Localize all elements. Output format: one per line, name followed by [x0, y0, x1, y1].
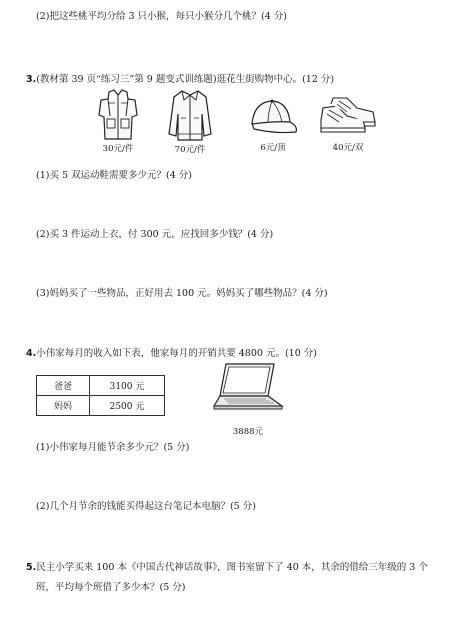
- q4-sub2: (2)几个月节余的钱能买得起这台笔记本电脑？(5 分): [36, 501, 256, 512]
- product-jacket: [164, 88, 216, 155]
- q3-heading: [26, 71, 334, 85]
- product-cap: [245, 96, 301, 153]
- product-vest: [92, 89, 144, 154]
- jacket-price: 70元/件: [174, 145, 206, 155]
- q5-line1: [26, 559, 428, 573]
- q5-number: 5.: [26, 562, 37, 573]
- table-cell-amount: 2500 元: [90, 396, 165, 416]
- q3-number: 3.: [26, 74, 37, 85]
- laptop-price: 3888元: [232, 427, 264, 437]
- product-sneakers: [316, 96, 380, 153]
- q5-line2: 班，平均每个班借了多少本？(5 分): [36, 582, 186, 593]
- q4-stem: 小伟家每月的收入如下表，他家每月的开销共要 4800 元。(10 分): [36, 348, 317, 359]
- q4-heading: [26, 345, 317, 359]
- laptop-icon: [212, 362, 284, 414]
- sneakers-icon: [317, 96, 379, 140]
- table-cell-amount: 3100 元: [90, 376, 165, 396]
- q3-sub3: (3)妈妈买了一些物品，正好用去 100 元。妈妈买了哪些物品？(4 分): [36, 288, 328, 299]
- cap-icon: [246, 96, 300, 140]
- income-table: [36, 375, 165, 416]
- q4-number: 4.: [26, 348, 37, 359]
- q3-stem: (教材第 39 页“练习三”第 9 题变式训练题)逛花生街购物中心。(12 分): [36, 74, 335, 85]
- q4-sub1: (1)小伟家每月能节余多少元？(5 分): [36, 442, 190, 453]
- cap-price: 6元/顶: [260, 143, 286, 153]
- sneakers-price: 40元/双: [332, 143, 364, 153]
- table-row: [37, 376, 165, 396]
- table-cell-who: 妈妈: [37, 396, 90, 416]
- laptop-figure: [212, 362, 284, 437]
- q5-text-line1: 民主小学买来 100 本《中国古代神话故事》，图书室留下了 40 本，其余的借给三年级的 3 个: [36, 562, 428, 573]
- q2-part2-text: (2)把这些桃平均分给 3 只小猴，每只小猴分几个桃？(4 分): [36, 11, 288, 22]
- jacket-icon: [166, 88, 214, 142]
- vest-price: 30元/件: [102, 144, 134, 154]
- q3-sub1: (1)买 5 双运动鞋需要多少元？(4 分): [36, 170, 193, 181]
- table-row: [37, 396, 165, 416]
- table-cell-who: 爸爸: [37, 376, 90, 396]
- q3-sub2: (2)买 3 件运动上衣，付 300 元，应找回多少钱？(4 分): [36, 229, 274, 240]
- vest-icon: [95, 89, 141, 141]
